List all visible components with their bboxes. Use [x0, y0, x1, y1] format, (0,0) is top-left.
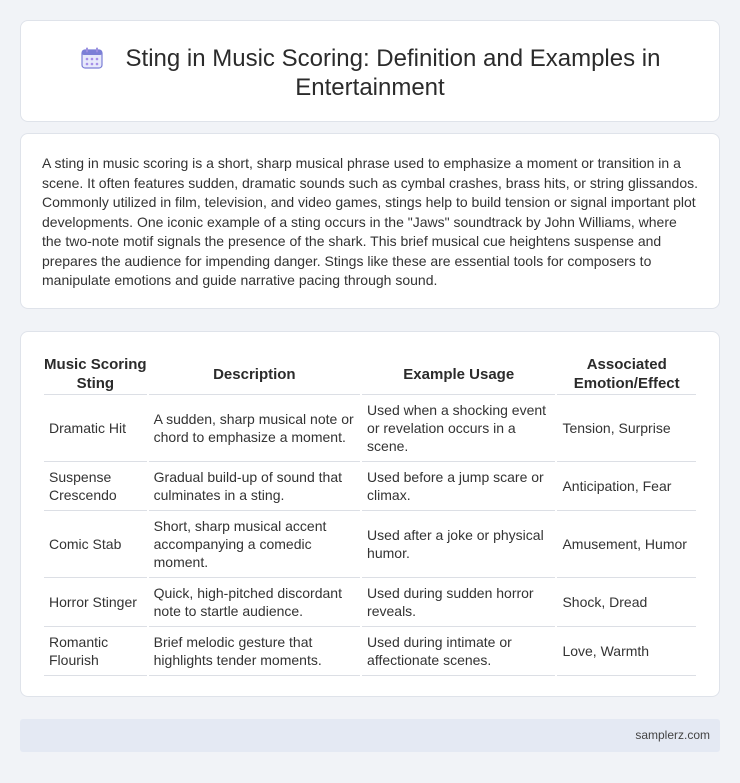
- table-cell: Anticipation, Fear: [557, 462, 696, 511]
- intro-card: [20, 133, 720, 309]
- table-cell: Used during intimate or affectionate scenes.: [362, 627, 555, 676]
- table-cell: Quick, high-pitched discordant note to startle audience.: [149, 578, 360, 627]
- table-cell: Used after a joke or physical humor.: [362, 511, 555, 578]
- column-header: Music Scoring Sting: [44, 354, 147, 395]
- table-cell: Amusement, Humor: [557, 511, 696, 578]
- table-header-row: [44, 354, 696, 395]
- table-row: [44, 462, 696, 511]
- table-cell: Used when a shocking event or revelation occurs in a scene.: [362, 395, 555, 462]
- table-row: [44, 627, 696, 676]
- footer-bar: [20, 719, 720, 752]
- page-title-block: [21, 44, 719, 102]
- table-row: [44, 511, 696, 578]
- table-cell: Love, Warmth: [557, 627, 696, 676]
- table-cell: Horror Stinger: [44, 578, 147, 627]
- table-cell: Dramatic Hit: [44, 395, 147, 462]
- table-cell: Shock, Dread: [557, 578, 696, 627]
- table-cell: Used during sudden horror reveals.: [362, 578, 555, 627]
- column-header: Associated Emotion/Effect: [557, 354, 696, 395]
- table-cell: A sudden, sharp musical note or chord to emphasize a moment.: [149, 395, 360, 462]
- column-header: Description: [149, 354, 360, 395]
- table-card: [20, 331, 720, 697]
- table-cell: Comic Stab: [44, 511, 147, 578]
- intro-paragraph: A sting in music scoring is a short, sharp musical phrase used to emphasize a moment or transition in a scene. It often features sudden, dramatic sounds such as cymbal crashes, brass hits, or string glissandos. Commonly utilized in film, television, and video games, stings help to build tension or signal important plot developments. One iconic example of a sting occurs in the "Jaws" soundtrack by John Williams, where the two-note motif signals the presence of the shark. This brief musical cue heightens suspense and prepares the audience for impending danger. Stings like these are essential tools for composers to manipulate emotions and guide narrative pacing through sound.: [42, 155, 698, 288]
- calendar-icon: [80, 46, 104, 70]
- table-cell: Used before a jump scare or climax.: [362, 462, 555, 511]
- table-cell: Tension, Surprise: [557, 395, 696, 462]
- table-cell: Brief melodic gesture that highlights tender moments.: [149, 627, 360, 676]
- table-cell: Gradual build-up of sound that culminates in a sting.: [149, 462, 360, 511]
- table-cell: Short, sharp musical accent accompanying a comedic moment.: [149, 511, 360, 578]
- page-title: Sting in Music Scoring: Definition and Examples in Entertainment: [125, 45, 661, 101]
- table-cell: Suspense Crescendo: [44, 462, 147, 511]
- title-card: [20, 20, 720, 122]
- table-row: [44, 395, 696, 462]
- table-cell: Romantic Flourish: [44, 627, 147, 676]
- sting-table: [42, 354, 698, 676]
- column-header: Example Usage: [362, 354, 555, 395]
- footer-site-link[interactable]: samplerz.com: [635, 728, 710, 742]
- table-row: [44, 578, 696, 627]
